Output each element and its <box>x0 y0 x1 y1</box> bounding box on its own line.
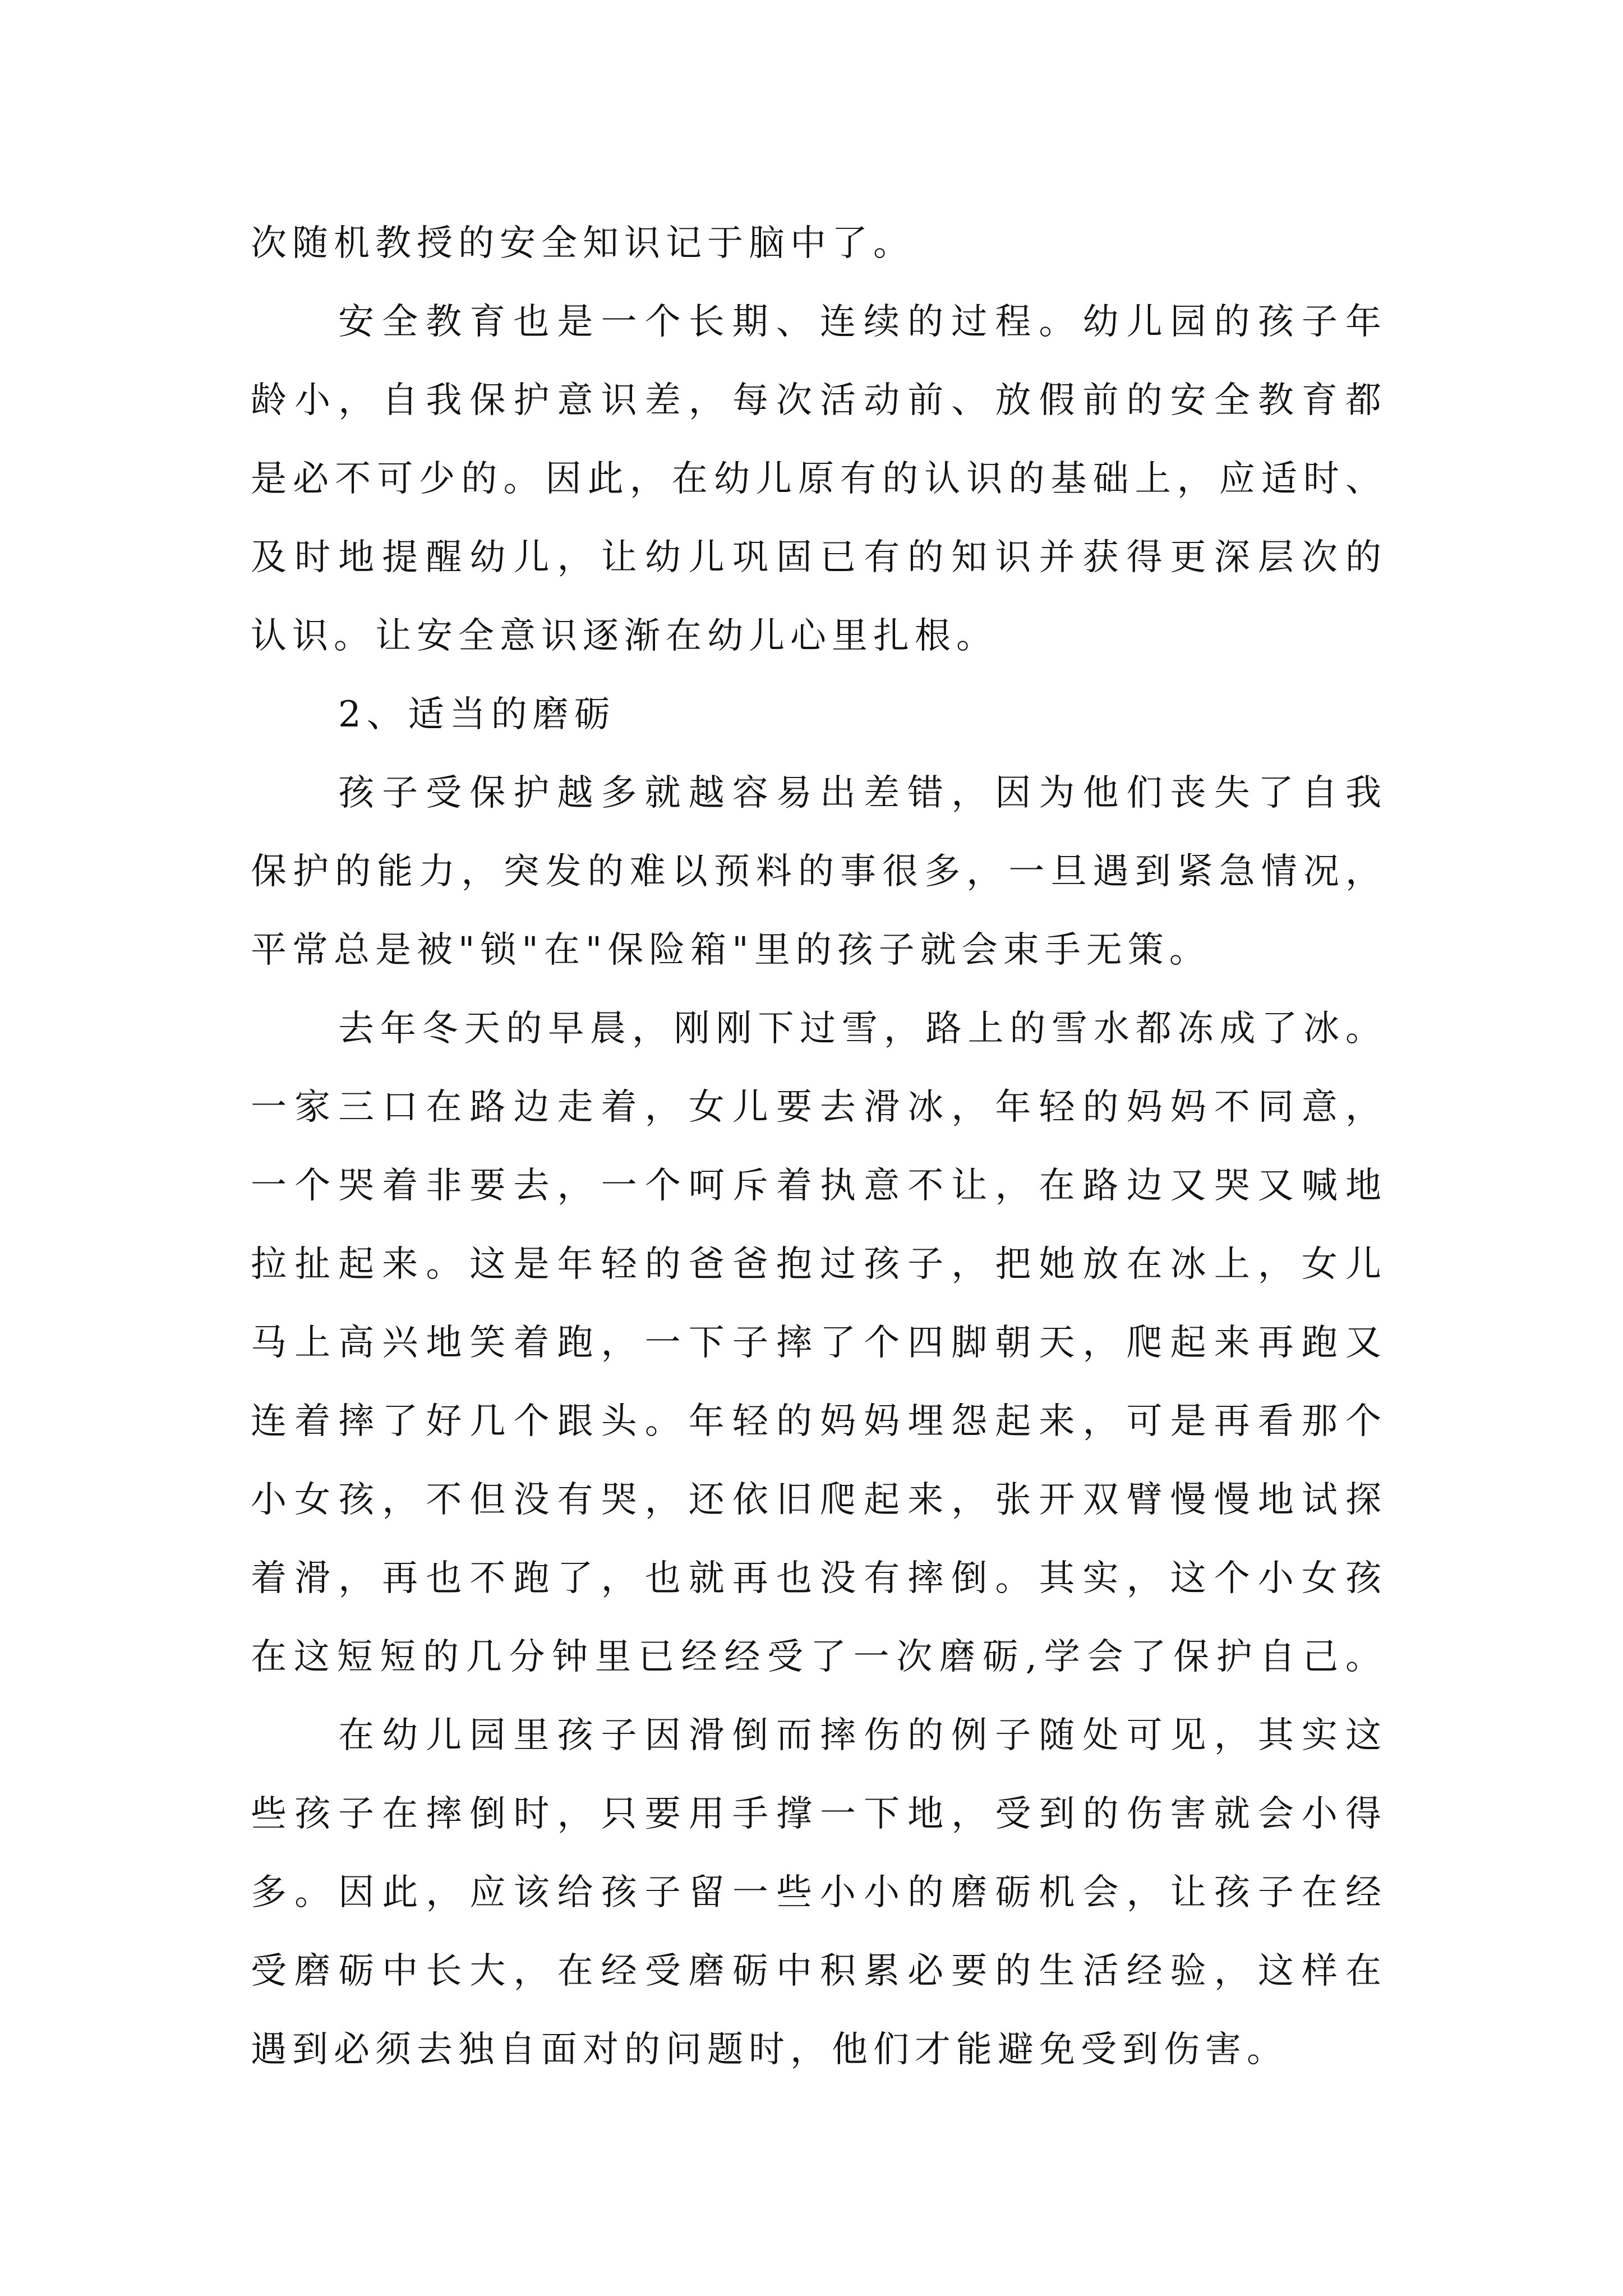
text-line: 孩子受保护越多就越容易出差错，因为他们丧失了自我 <box>338 772 1387 814</box>
heading-line: 2、适当的磨砺 <box>338 694 616 735</box>
paragraph <box>251 754 1387 990</box>
text-line: 龄小，自我保护意识差，每次活动前、放假前的安全教育都 <box>251 380 1387 421</box>
text-line: 在这短短的几分钟里已经经受了一次磨砺,学会了保护自己。 <box>251 1636 1387 1678</box>
text-line: 认识。让安全意识逐渐在幼儿心里扎根。 <box>251 615 998 657</box>
text-line: 拉扯起来。这是年轻的爸爸抱过孩子，把她放在冰上，女儿 <box>251 1244 1387 1285</box>
section-heading <box>251 675 1387 754</box>
text-line: 去年冬天的早晨，刚刚下过雪，路上的雪水都冻成了冰。 <box>338 1008 1387 1050</box>
text-line: 着滑，再也不跑了，也就再也没有摔倒。其实，这个小女孩 <box>251 1558 1387 1599</box>
text-line: 小女孩，不但没有哭，还依旧爬起来，张开双臂慢慢地试探 <box>251 1479 1387 1521</box>
paragraph <box>251 283 1387 675</box>
text-line: 平常总是被"锁"在"保险箱"里的孩子就会束手无策。 <box>251 930 1211 971</box>
text-line: 安全教育也是一个长期、连续的过程。幼儿园的孩子年 <box>338 301 1387 343</box>
text-line: 一家三口在路边走着，女儿要去滑冰，年轻的妈妈不同意， <box>251 1087 1387 1128</box>
text-line: 连着摔了好几个跟头。年轻的妈妈埋怨起来，可是再看那个 <box>251 1401 1387 1442</box>
text-line: 保护的能力，突发的难以预料的事很多，一旦遇到紧急情况， <box>251 851 1387 892</box>
text-line: 次随机教授的安全知识记于脑中了。 <box>251 223 915 264</box>
paragraph <box>251 1696 1387 2089</box>
text-line: 受磨砺中长大，在经受磨砺中积累必要的生活经验，这样在 <box>251 1950 1387 1992</box>
text-line: 些孩子在摔倒时，只要用手撑一下地，受到的伤害就会小得 <box>251 1793 1387 1835</box>
text-line: 及时地提醒幼儿，让幼儿巩固已有的知识并获得更深层次的 <box>251 537 1387 578</box>
body-text <box>251 204 1387 2089</box>
text-line: 马上高兴地笑着跑，一下子摔了个四脚朝天，爬起来再跑又 <box>251 1322 1387 1364</box>
paragraph <box>251 990 1387 1696</box>
text-line: 多。因此，应该给孩子留一些小小的磨砺机会，让孩子在经 <box>251 1872 1387 1913</box>
text-line: 遇到必须去独自面对的问题时，他们才能避免受到伤害。 <box>251 2029 1288 2070</box>
text-line: 一个哭着非要去，一个呵斥着执意不让，在路边又哭又喊地 <box>251 1165 1387 1207</box>
text-line: 在幼儿园里孩子因滑倒而摔伤的例子随处可见，其实这 <box>338 1715 1387 1756</box>
paragraph <box>251 204 1387 283</box>
text-line: 是必不可少的。因此，在幼儿原有的认识的基础上，应适时、 <box>251 458 1387 500</box>
